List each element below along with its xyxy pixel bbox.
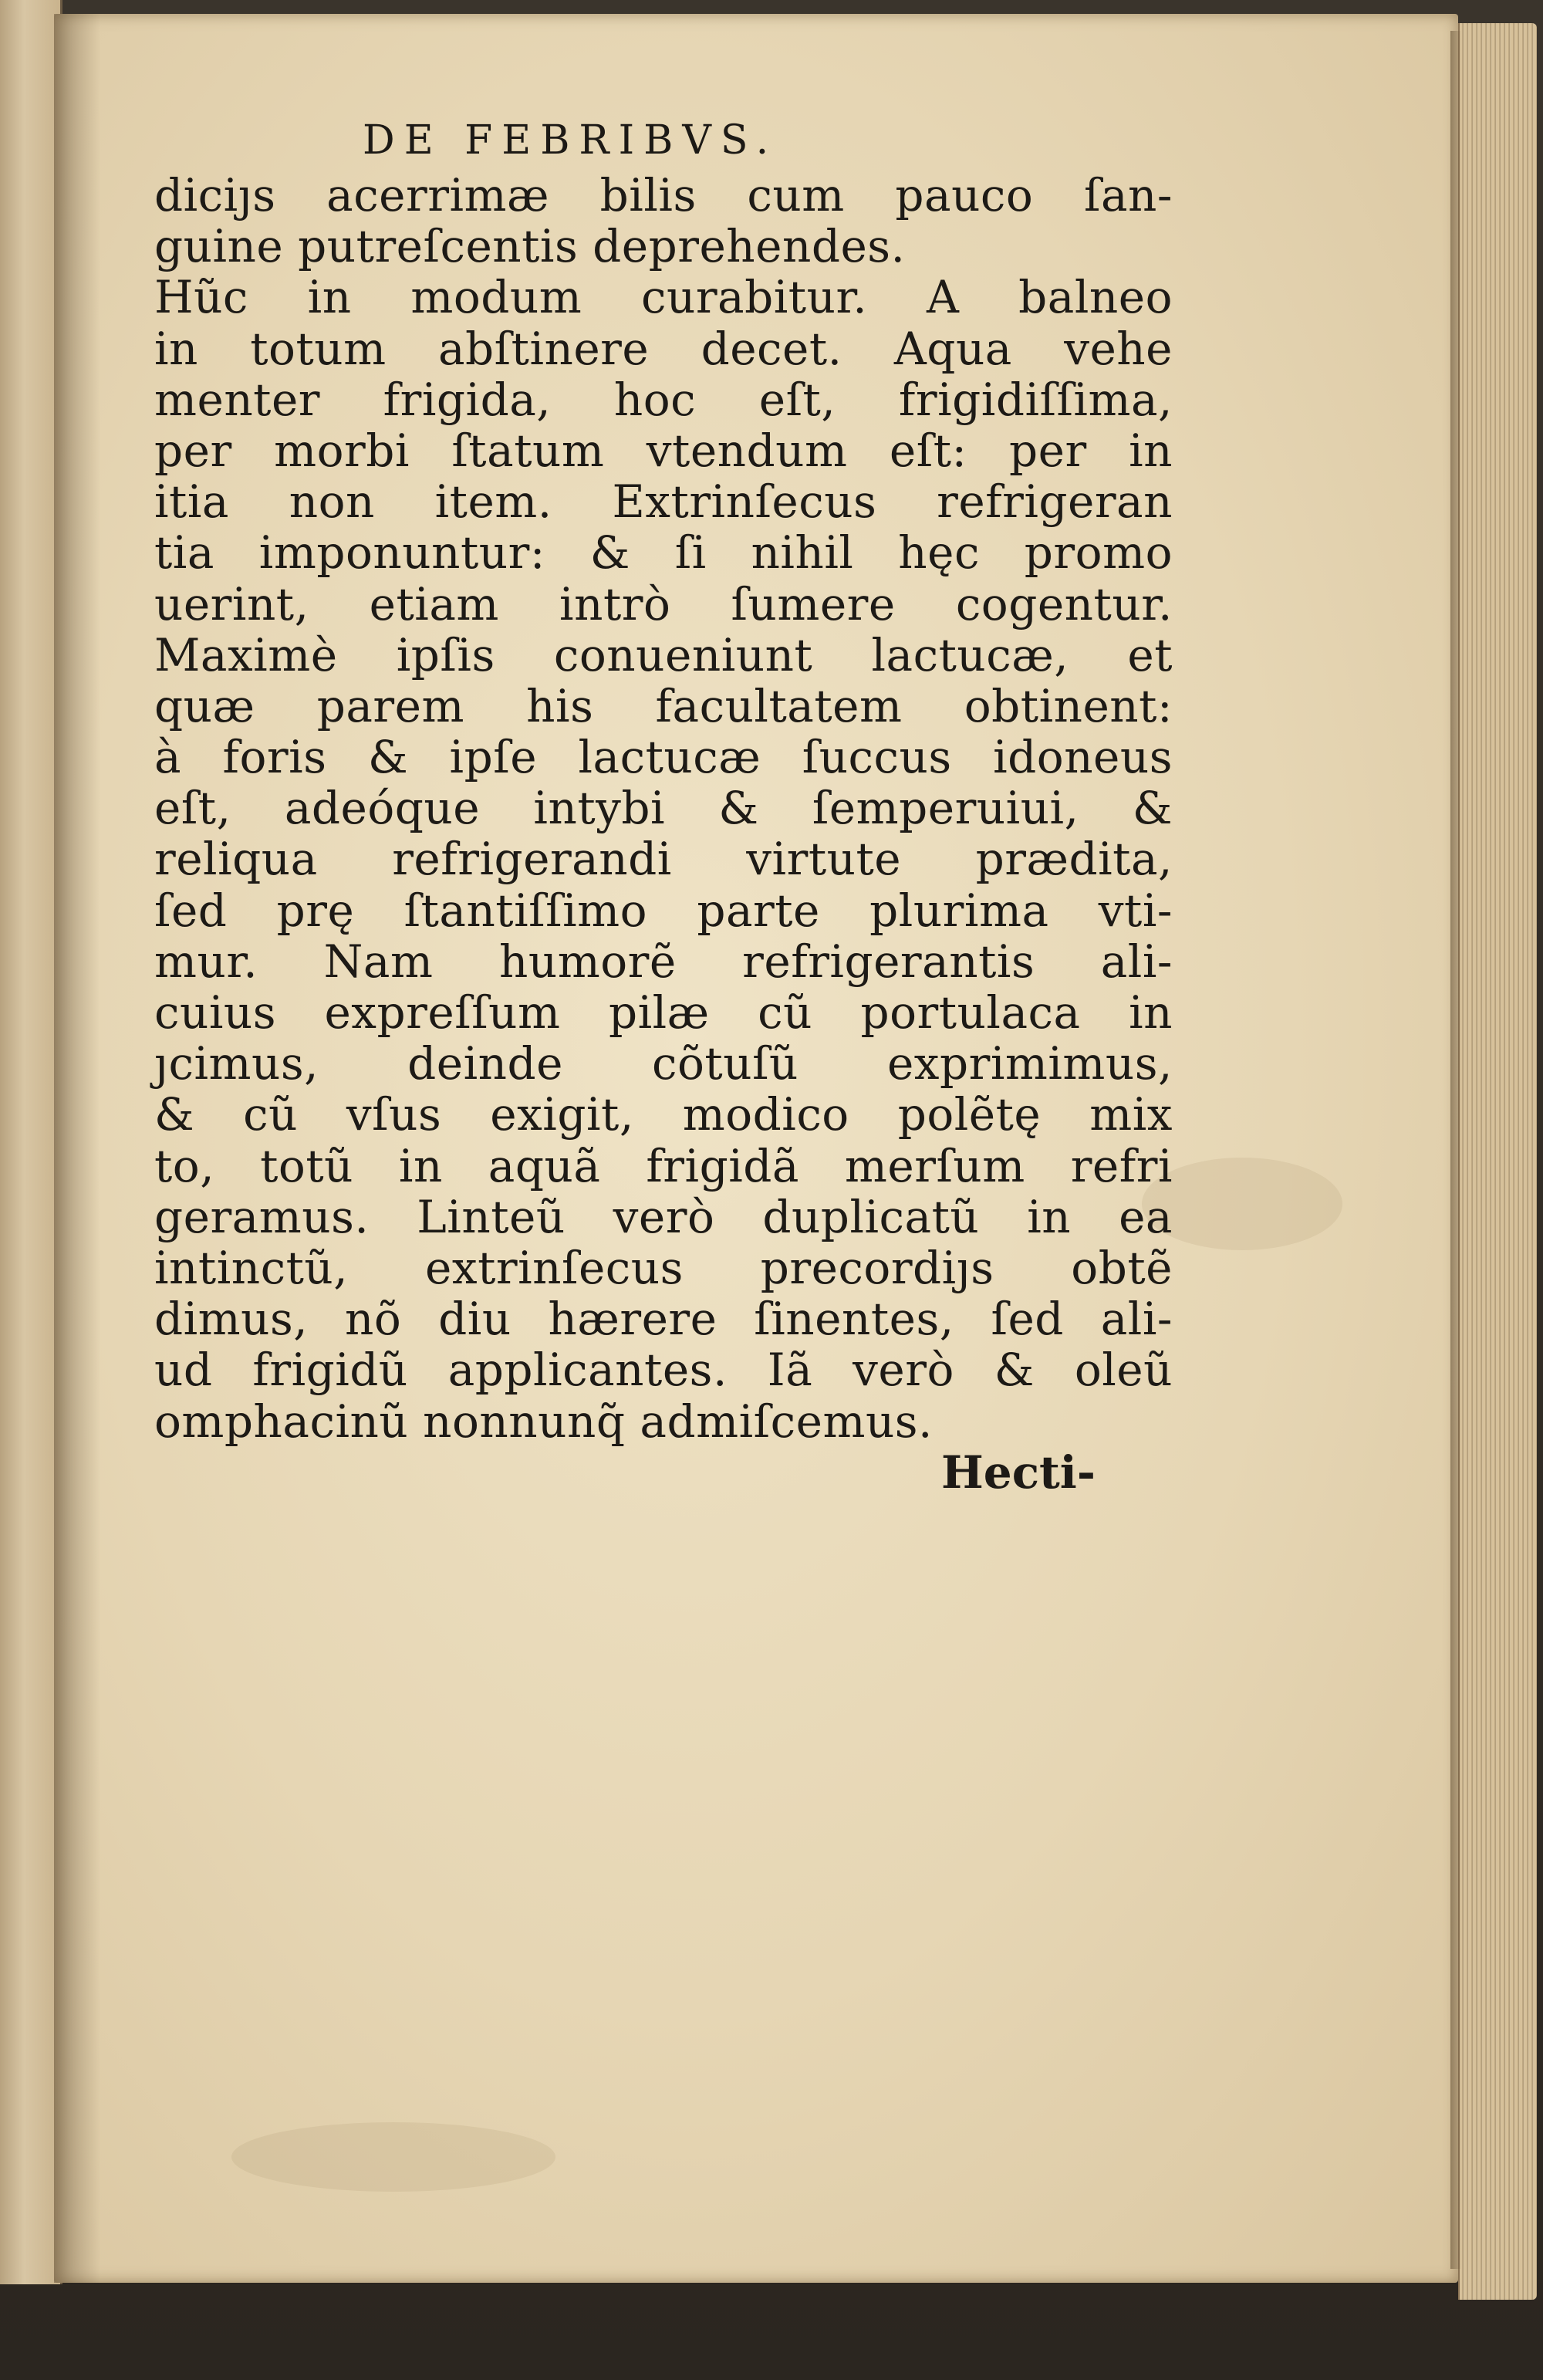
text-line: geramus. Linteũ verò duplicatũ in ea bbox=[154, 1190, 1173, 1243]
text-line: in totum abſtinere decet. Aqua vehe bbox=[154, 322, 1173, 375]
text-line: uerint, etiam intrò ſumere cogentur. bbox=[154, 577, 1173, 630]
text-line: reliqua refrigerandi virtute prædita, bbox=[154, 833, 1173, 886]
text-line: & cũ vſus exigit, modico polẽtę mix bbox=[154, 1088, 1173, 1141]
text-line: ȷcimus, deinde cõtuſũ exprimimus, bbox=[154, 1037, 1173, 1090]
text-line: omphacinũ nonnunq̃ admiſcemus. bbox=[154, 1395, 933, 1448]
previous-page-edge bbox=[0, 0, 62, 2284]
text-line: cuius expreſſum pilæ cũ portulaca in bbox=[154, 986, 1173, 1039]
text-line: Hũc in modum curabitur. A balneo bbox=[154, 271, 1173, 324]
catchword: Hecti- bbox=[941, 1445, 1096, 1499]
page-edge-shadow bbox=[1450, 31, 1461, 2269]
text-line: quæ parem his facultatem obtinent: bbox=[154, 679, 1173, 732]
text-line: intinctũ, extrinſecus precordiȷs obtẽ bbox=[154, 1241, 1173, 1294]
text-line: menter frigida, hoc eſt, frigidiſſima, bbox=[154, 373, 1173, 426]
text-line: mur. Nam humorẽ refrigerantis ali- bbox=[154, 935, 1173, 988]
text-line: ud frigidũ applicantes. Iã verò & oleũ bbox=[154, 1344, 1173, 1397]
text-line: ſed prę ſtantiſſimo parte plurima vti- bbox=[154, 884, 1173, 937]
page-edges-stack bbox=[1458, 23, 1537, 2300]
page-text-block bbox=[154, 116, 1173, 1498]
text-line: diciȷs acerrimæ bilis cum pauco ſan- bbox=[154, 169, 1173, 221]
text-line: Maximè ipſis conueniunt lactucæ, et bbox=[154, 628, 1173, 681]
text-line: to, totũ in aquã frigidã merſum refri bbox=[154, 1139, 1173, 1192]
text-line: eſt, adeóque intybi & ſemperuiui, & bbox=[154, 782, 1173, 835]
binding-gutter bbox=[54, 14, 100, 2283]
running-head: DE FEBRIBVS. bbox=[363, 117, 778, 164]
text-line: dimus, nõ diu hærere ſinentes, ſed ali- bbox=[154, 1293, 1173, 1346]
paper-stain bbox=[231, 2122, 555, 2192]
text-line: à foris & ipſe lactucæ ſuccus idoneus bbox=[154, 731, 1173, 784]
text-line: guine putreſcentis deprehendes. bbox=[154, 220, 906, 273]
text-line: tia imponuntur: & ſi nihil hęc promo bbox=[154, 526, 1173, 580]
text-line: per morbi ſtatum vtendum eſt: per in bbox=[154, 424, 1173, 477]
text-line: itia non item. Extrinſecus refrigeran bbox=[154, 475, 1173, 529]
